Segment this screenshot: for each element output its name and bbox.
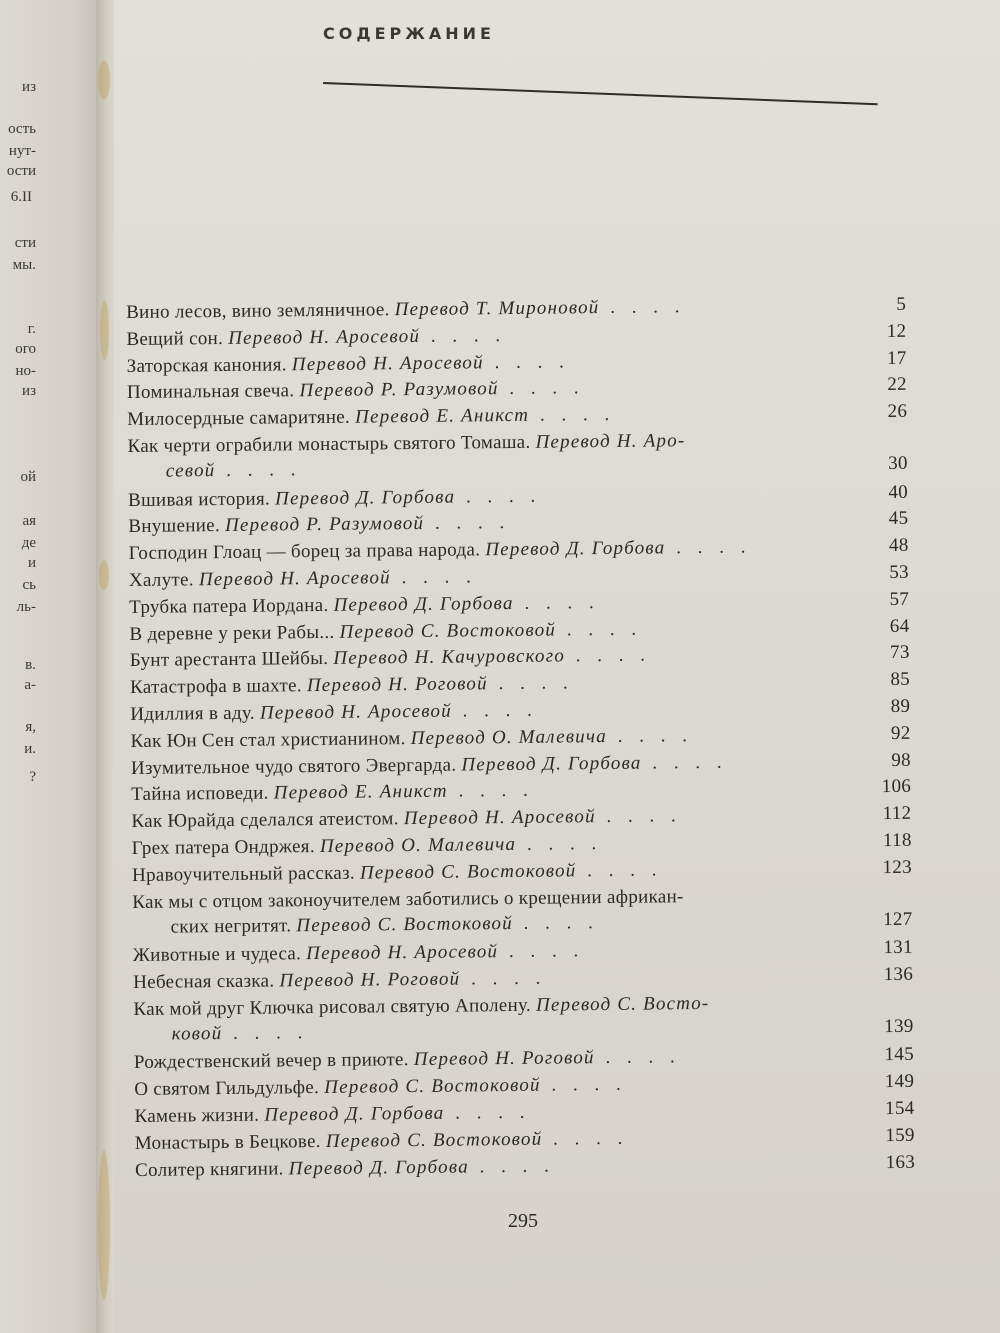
left-page-edge — [0, 0, 104, 1333]
toc-translator: Перевод Н. Аросевой — [259, 700, 452, 724]
toc-title: Идиллия в аду. — [130, 702, 255, 725]
toc-translator: Перевод Н. Роговой — [279, 968, 461, 992]
toc-page-number: 64 — [889, 615, 910, 637]
leader-dots: . . . . — [542, 1127, 629, 1150]
toc-translator: Перевод О. Малевича — [410, 725, 608, 749]
table-of-contents — [126, 292, 925, 1200]
leader-dots: . . . . — [594, 1046, 681, 1069]
toc-page-number: 85 — [890, 668, 911, 691]
left-page-fragment: сь — [22, 577, 36, 593]
gutter-stain — [98, 60, 110, 100]
left-page-fragment: ль- — [16, 599, 36, 615]
left-page-fragment: из — [22, 383, 36, 399]
toc-translator: Перевод Е. Аникст — [354, 404, 530, 428]
toc-page-number: 123 — [882, 856, 913, 878]
left-page-fragment: нут- — [8, 143, 36, 159]
toc-translator: Перевод Н. Аросевой — [403, 806, 596, 830]
toc-translator-continued: Перевод С. Востоковой — [296, 912, 513, 936]
toc-title: Рождественский вечер в приюте. — [133, 1049, 409, 1074]
toc-translator: Перевод Д. Горбова — [264, 1102, 445, 1126]
toc-page-number: 57 — [889, 588, 910, 610]
left-page-fragment: ой — [20, 469, 36, 485]
leader-dots: . . . . — [468, 1155, 555, 1178]
toc-page-number: 112 — [882, 802, 912, 825]
leader-dots: . . . . — [595, 805, 682, 828]
toc-title-continued: ских негритят. — [170, 914, 297, 938]
toc-translator: Перевод Н. Качуровского — [333, 645, 566, 670]
left-page-fragment: мы. — [12, 257, 36, 273]
toc-title: Как черти ограбили монастырь святого Томаша. — [127, 431, 531, 457]
left-page-fragment: и — [27, 555, 36, 571]
leader-dots: . . . . — [419, 324, 507, 347]
toc-title: Как мой друг Ключка рисовал святую Аполену. — [133, 994, 532, 1020]
left-page-fragment: а- — [24, 677, 36, 693]
leader-dots: . . . . — [451, 699, 538, 722]
toc-translator: Перевод Д. Горбова — [274, 486, 456, 510]
toc-page-number: 131 — [883, 936, 913, 959]
leader-dots: . . . . — [487, 672, 574, 695]
toc-page-number: 89 — [890, 695, 911, 718]
toc-title: Как мы с отцом законоучителем заботились о крещении африкан- — [132, 885, 684, 913]
left-page-fragment: 6.II — [10, 189, 32, 205]
left-page-fragment: в. — [25, 657, 36, 673]
left-page-fragment: сти — [14, 235, 36, 251]
toc-translator: Перевод Н. Аросевой — [228, 325, 421, 349]
toc-title: Монастырь в Бецкове. — [134, 1130, 321, 1154]
leader-dots: . . . . — [215, 459, 302, 482]
contents-heading: СОДЕРЖАНИЕ — [323, 24, 495, 43]
toc-translator: Перевод Н. Аросевой — [291, 351, 484, 375]
toc-page-number: 45 — [888, 508, 909, 530]
toc-translator: Перевод Т. Мироновой — [394, 297, 600, 321]
toc-translator: Перевод Д. Горбова — [461, 752, 642, 776]
toc-page-number: 92 — [890, 722, 911, 744]
left-page-fragment: но- — [15, 363, 36, 379]
toc-page-number: 159 — [885, 1124, 915, 1146]
toc-title: Халуте. — [128, 569, 194, 591]
toc-page-number: 145 — [884, 1044, 915, 1066]
toc-translator: Перевод Н. Роговой — [413, 1047, 595, 1071]
page-number: 295 — [508, 1210, 538, 1232]
leader-dots: . . . . — [599, 296, 686, 319]
left-page-fragment: ости — [6, 163, 36, 179]
toc-title: Солитер княгини. — [135, 1157, 284, 1181]
toc-translator: Перевод Р. Разумовой — [224, 513, 425, 537]
toc-page-number: 26 — [887, 401, 908, 423]
toc-title: Господин Глоац — борец за права народа. — [128, 539, 481, 565]
toc-translator: Перевод Н. Роговой — [306, 673, 488, 697]
leader-dots: . . . . — [444, 1101, 531, 1124]
toc-title: Вино лесов, вино земляничное. — [126, 299, 390, 323]
toc-translator-continued: ковой — [171, 1022, 223, 1045]
toc-title: Изумительное чудо святого Эвергарда. — [130, 754, 457, 779]
toc-page-number: 73 — [890, 642, 910, 664]
toc-translator: Перевод С. Востоковой — [339, 619, 557, 643]
toc-title: Небесная сказка. — [133, 970, 275, 993]
toc-page-number: 136 — [883, 963, 914, 986]
leader-dots: . . . . — [512, 911, 599, 934]
leader-dots: . . . . — [498, 940, 585, 963]
leader-dots: . . . . — [564, 644, 652, 667]
toc-page-number: 139 — [884, 1015, 914, 1037]
left-page-fragment: ость — [8, 121, 36, 137]
toc-translator: Перевод С. Востоковой — [359, 860, 577, 884]
toc-page-number: 48 — [888, 535, 909, 557]
toc-translator: Перевод Н. Аро- — [535, 430, 686, 453]
toc-page-number: 12 — [886, 320, 907, 342]
leader-dots: . . . . — [222, 1021, 309, 1044]
gutter-stain — [99, 560, 109, 590]
leader-dots: . . . . — [540, 1073, 627, 1096]
toc-title: Нравоучительный рассказ. — [131, 862, 355, 886]
toc-entry — [133, 989, 913, 1047]
left-page-fragment: ая — [22, 513, 36, 529]
toc-title: Вшивая история. — [127, 488, 271, 511]
toc-title: Внушение. — [128, 515, 221, 538]
toc-entry — [132, 881, 912, 939]
gutter-stain — [100, 300, 109, 360]
leader-dots: . . . . — [555, 618, 643, 641]
left-page-fragment: г. — [27, 321, 36, 337]
leader-dots: . . . . — [390, 566, 477, 589]
toc-translator: Перевод Д. Горбова — [288, 1156, 469, 1179]
leader-dots: . . . . — [498, 377, 585, 400]
toc-page-number: 40 — [888, 481, 909, 503]
toc-page-number: 127 — [883, 908, 913, 930]
leader-dots: . . . . — [576, 859, 663, 882]
toc-title: О святом Гильдульфе. — [134, 1077, 320, 1101]
toc-page-number: 30 — [888, 452, 908, 475]
toc-title: Животные и чудеса. — [132, 943, 302, 967]
toc-page-number: 149 — [884, 1070, 915, 1093]
toc-translator: Перевод Н. Аросевой — [306, 941, 499, 965]
toc-page-number: 53 — [889, 561, 910, 584]
left-page-fragment: ого — [15, 341, 36, 357]
gutter-stain — [98, 1150, 110, 1300]
toc-title: Тайна исповеди. — [131, 782, 269, 806]
leader-dots: . . . . — [424, 512, 511, 535]
toc-title: Бунт арестанта Шейбы. — [129, 648, 329, 672]
toc-title: Трубка патера Иордана. — [129, 594, 329, 618]
toc-title: Поминальная свеча. — [126, 380, 295, 404]
left-page-fragment: из — [22, 79, 36, 95]
toc-translator-continued: севой — [165, 460, 216, 482]
leader-dots: . . . . — [516, 833, 603, 855]
toc-title: Как Юрайда сделался атеистом. — [131, 808, 399, 833]
toc-title: Камень жизни. — [134, 1104, 260, 1127]
toc-translator: Перевод Д. Горбова — [333, 592, 514, 616]
leader-dots: . . . . — [455, 485, 542, 508]
toc-title: Катастрофа в шахте. — [129, 675, 302, 699]
toc-title: Как Юн Сен стал христианином. — [130, 727, 406, 752]
toc-title: Заторская канония. — [126, 353, 287, 377]
toc-page-number: 154 — [884, 1097, 915, 1120]
leader-dots: . . . . — [641, 751, 728, 774]
leader-dots: . . . . — [606, 724, 694, 747]
leader-dots: . . . . — [460, 967, 547, 990]
toc-page-number: 98 — [891, 749, 911, 771]
toc-page-number: 106 — [881, 776, 912, 798]
toc-translator: Перевод С. Востоковой — [325, 1128, 543, 1152]
toc-page-number: 118 — [882, 829, 912, 852]
toc-title: В деревне у реки Рабы... — [129, 621, 335, 645]
left-page-fragment: де — [21, 535, 36, 551]
leader-dots: . . . . — [447, 780, 534, 803]
toc-entry — [127, 426, 907, 484]
left-page-fragment: я, — [25, 719, 36, 735]
toc-translator: Перевод Д. Горбова — [485, 537, 666, 561]
toc-translator: Перевод О. Малевича — [319, 833, 517, 857]
leader-dots: . . . . — [483, 350, 570, 373]
toc-page-number: 17 — [886, 347, 907, 369]
toc-translator: Перевод С. Востоковой — [324, 1074, 541, 1099]
toc-title: Грех патера Ондржея. — [131, 836, 315, 859]
toc-translator: Перевод Е. Аникст — [273, 781, 448, 804]
toc-translator: Перевод С. Восто- — [535, 992, 710, 1016]
toc-title: Милосердные самаритяне. — [127, 406, 351, 431]
leader-dots: . . . . — [665, 536, 752, 559]
toc-page-number: 5 — [896, 293, 907, 315]
leader-dots: . . . . — [513, 591, 600, 614]
toc-title: Вещий сон. — [126, 327, 224, 350]
toc-page-number: 22 — [887, 374, 908, 396]
left-page-fragment: и. — [24, 741, 36, 757]
leader-dots: . . . . — [529, 404, 616, 426]
toc-translator: Перевод Р. Разумовой — [299, 378, 499, 402]
toc-page-number: 163 — [885, 1151, 916, 1173]
toc-translator: Перевод Н. Аросевой — [198, 567, 391, 591]
left-page-fragment: ? — [29, 769, 36, 785]
